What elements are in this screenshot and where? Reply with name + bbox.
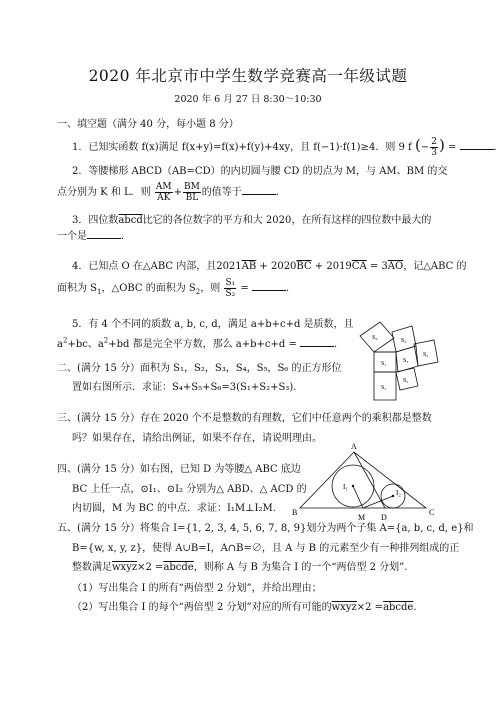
q3-text-b: 比它的各位数字的平方和大 2020，在所有这样的四位数中最大的 <box>142 215 432 226</box>
s5-abcde: abcde <box>163 562 194 573</box>
q4-coef-1: 2021 <box>216 261 242 272</box>
q2-f1-den: AK <box>157 193 171 203</box>
section4-line3: 内切圆，M 为 BC 的中点．求证：I₁M⊥I₂M. <box>72 503 276 514</box>
q4-line1 <box>72 256 466 278</box>
segment-i2m <box>363 496 393 508</box>
section5-sub1: （1）写出集合 I 的所有“两倍型 2 分划”，并给出理由； <box>72 583 322 594</box>
section2-line2: 置如右图所示．求证：S₄+S₅+S₆=3(S₁+S₂+S₃). <box>72 382 297 393</box>
q4-fraction <box>224 278 236 299</box>
section1-heading: 一、填空题（满分 40 分，每小题 8 分） <box>57 119 239 130</box>
section5-line3 <box>72 557 407 579</box>
q1-paren-open: ( <box>414 136 421 154</box>
label-m: M <box>358 513 366 522</box>
q5-b: +bc、a <box>67 339 104 350</box>
q1-sign: − <box>420 142 430 153</box>
q4-sub-2: 2 <box>195 288 201 296</box>
q4-f-den: S₂ <box>225 289 236 299</box>
q1-answer-blank <box>460 139 494 150</box>
exam-date: 2020 年 6 月 27 日 8:30～10:30 <box>174 94 322 105</box>
q5-a: a <box>57 339 63 350</box>
q2-answer-blank <box>242 184 276 195</box>
q4-text-a: 4．已知点 O 在△ABC 内部，且 <box>72 261 217 272</box>
triangle-figure <box>290 438 440 526</box>
q2-fraction-1 <box>155 182 173 203</box>
q2-plus: + <box>173 187 182 198</box>
label-i2: I₂ <box>396 489 401 497</box>
q5-c: +bd 都是完全平方数，那么 a+b+c+d = <box>108 339 297 350</box>
section4-line1: 四、(满分 15 分）如右图，已知 D 为等腰△ ABC 底边 <box>57 464 301 475</box>
q2-f2-num: BM <box>183 182 200 192</box>
q2-text: 点分别为 K 和 L．则 <box>57 187 151 198</box>
q4-then: ，则 <box>200 283 221 294</box>
q3-text-a: 3．四位数 <box>72 215 119 226</box>
s5-text-a: 整数满足 <box>72 562 112 573</box>
q1-frac-num: 2 <box>431 137 437 147</box>
label-c: C <box>429 508 435 517</box>
q1-eq: = <box>444 142 460 153</box>
label-d: D <box>381 513 387 522</box>
q4-eq: = <box>237 283 252 294</box>
q4-coef-3: + 2019 <box>311 261 352 272</box>
q4-text-b: ，记△ABC 的 <box>403 261 467 272</box>
q5-sup-1: 2 <box>62 336 68 345</box>
s5-sub2-abcde: abcde <box>383 602 414 613</box>
label-s1: S₁ <box>381 361 387 367</box>
section5-line2: B={w, x, y, z}，使得 A∪B=I，A∩B=∅，且 A 与 B 的元素至少有一种排列组成的正 <box>72 543 460 554</box>
triangle-abc <box>300 452 426 508</box>
q1-text: 1．已知实函数 f(x)满足 f(x+y)=f(x)+f(y)+4xy，且 f(−1)·f(1)≥4．则 9 f <box>72 142 412 153</box>
q4-sub-1: 1 <box>97 288 102 296</box>
page-title: 2020 年北京市中学生数学竞赛高一年级试题 <box>88 67 408 85</box>
s5-sub2-times: ×2 = <box>356 602 384 613</box>
q4-vector-ca: $\overline{CA}$ <box>351 261 367 272</box>
question-1: 1．已知实函数 f(x)满足 f(x+y)=f(x)+f(y)+4xy，且 f(−1)·f(1)≥4．则 9 f (− $\frac{2}{3}$ ) = ． <box>72 136 504 158</box>
label-s6: S₆ <box>372 335 378 341</box>
q3-text-line2: 一个是 <box>57 231 87 242</box>
q4-area-s2-text: ，△OBC 的面积为 S <box>101 283 196 294</box>
q3-abcd: abcd <box>118 215 143 226</box>
q1-frac-den: 3 <box>431 148 437 158</box>
q2-text-b: 的值等于 <box>201 187 242 198</box>
s5-text-c: ，则称 A 与 B 为集合 I 的一个“两倍型 2 分划”. <box>193 562 408 573</box>
q2-line1: 2．等腰梯形 ABCD（AB=CD）的内切圆与腰 CD 的切点为 M，与 AM、BM 的交 <box>72 166 448 177</box>
q1-fraction <box>430 137 438 158</box>
s5-sub2-end: . <box>413 602 417 613</box>
q5-sup-2: 2 <box>103 336 109 345</box>
q4-coef-2: + 2020 <box>256 261 297 272</box>
q4-vector-ao: $\overline{AO}$ <box>387 261 404 272</box>
q4-vector-bc: $\overline{BC}$ <box>296 261 312 272</box>
q4-area-s1-text: 面积为 S <box>57 283 98 294</box>
label-s4: S₄ <box>423 352 429 358</box>
s5-sub2-wxyz: wxyz <box>331 602 357 613</box>
label-s3: S₃ <box>403 358 409 364</box>
segment-i1m <box>353 486 363 508</box>
label-b: B <box>292 508 298 517</box>
section3-line2: 吗？如果存在，请给出例证，如果不存在，请说明理由。 <box>72 433 322 444</box>
q2-line2: 点分别为 K 和 L．则 $\frac{AM}{AK}$ + $\frac{BM}{BL}$ 的值等于 ． <box>57 182 286 203</box>
q3-line2: 一个是 ． <box>57 226 131 248</box>
q5-answer-blank <box>300 336 334 347</box>
q1-paren-close: ) <box>438 136 445 154</box>
q3-answer-blank <box>87 228 121 239</box>
section2-line1: 二、(满分 15 分）面积为 S₁，S₂，S₃，S₄，S₅，S₆ 的正方形位 <box>57 363 342 374</box>
section3-line1: 三、(满分 15 分）存在 2020 个不是整数的有理数，它们中任意两个的乘积都是整数 <box>57 413 432 424</box>
label-a: A <box>351 442 357 451</box>
label-s2-bottom: S₂ <box>381 385 387 391</box>
q5-line1: 5．有 4 个不同的质数 a, b, c, d，满足 a+b+c+d 是质数，且 <box>72 319 354 330</box>
s5-times-2: ×2 = <box>137 562 164 573</box>
q2-f1-num: AM <box>155 182 172 192</box>
label-s5: S₅ <box>403 378 409 384</box>
q4-line2: 面积为 $S_1$，△OBC 的面积为 $S_2$，则 $\frac{\text{S₁}}{\text{S₂}}$ = ． <box>57 278 296 299</box>
q4-vector-ab: $\overline{AB}$ <box>241 261 257 272</box>
q4-coef-4: = 3 <box>366 261 388 272</box>
s5-wxyz: wxyz <box>112 562 138 573</box>
q2-fraction-2 <box>183 182 201 203</box>
q2-f2-den: BL <box>185 193 199 203</box>
label-i1: I₁ <box>343 483 348 491</box>
section5-sub2 <box>72 597 417 619</box>
section4-line2: BC 上任一点，⊙I₁、⊙I₂ 分别为△ ABD、△ ACD 的 <box>72 484 307 495</box>
q5-line2: $a^2+bc$、$a^2+bd$ 都是完全平方数，那么 a+b+c+d = ． <box>57 336 345 350</box>
section5-line1: 五、(满分 15 分）将集合 I={1, 2, 3, 4, 5, 6, 7, 8, 9}划分为两个子集 A={a, b, c, d, e}和 <box>57 523 474 534</box>
q4-f-num: S₁ <box>225 278 236 288</box>
q4-answer-blank <box>252 280 286 291</box>
s5-sub2-text: （2）写出集合 I 的每个“两倍型 2 分划”对应的所有可能的 <box>72 602 332 613</box>
label-s2: S₂ <box>401 338 407 344</box>
